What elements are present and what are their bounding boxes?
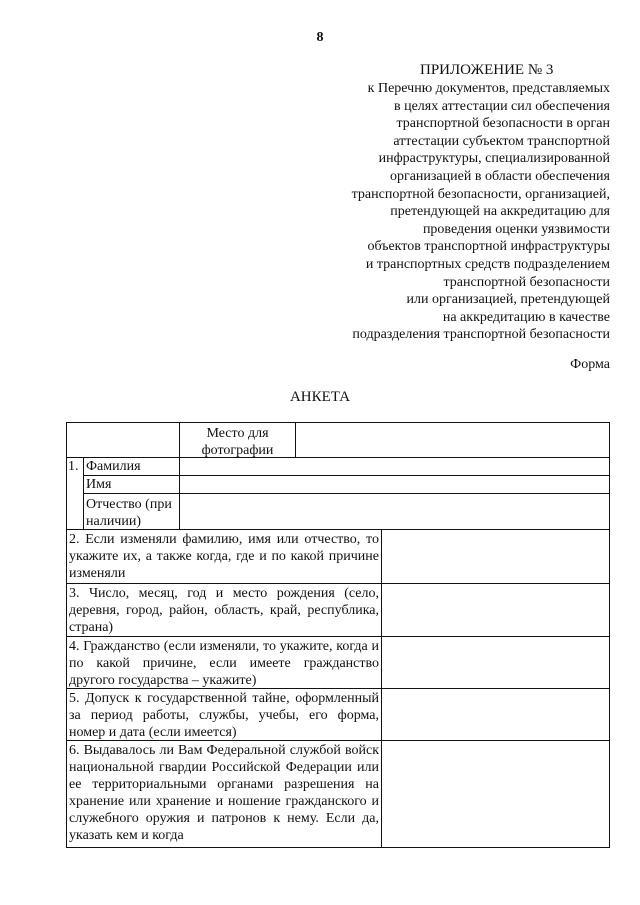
appendix-line: транспортной безопасности xyxy=(443,274,610,290)
question-5-cell xyxy=(66,688,382,741)
appendix-title: ПРИЛОЖЕНИЕ № 3 xyxy=(420,62,554,78)
appendix-line: в целях аттестации сил обеспечения xyxy=(393,98,610,114)
name-field[interactable] xyxy=(179,475,610,494)
question-2-cell xyxy=(66,529,382,584)
answer-5-field[interactable] xyxy=(381,688,610,741)
answer-2-field[interactable] xyxy=(381,529,610,584)
appendix-line: инфраструктуры, специализированной xyxy=(378,151,610,167)
appendix-line: на аккредитацию в качестве xyxy=(442,309,610,325)
blank-cell xyxy=(295,422,610,458)
surname-label-cell xyxy=(83,457,180,476)
answer-4-field[interactable] xyxy=(381,636,610,689)
questionnaire-title: АНКЕТА xyxy=(289,389,351,405)
appendix-line: аттестации субъектом транспортной xyxy=(393,133,610,149)
question-4-label: 4. Гражданство (если изменяли, то укажите, когда и по какой причине, если имеете гражданство другого государства – укажите) xyxy=(69,639,379,688)
appendix-line: организацией в области обеспечения xyxy=(389,168,610,184)
patronymic-label-cell xyxy=(83,493,180,530)
name-label: Имя xyxy=(86,477,112,492)
question-3-cell xyxy=(66,583,382,637)
appendix-line: к Перечню документов, представляемых xyxy=(367,81,610,96)
answer-6-field[interactable] xyxy=(381,740,610,848)
question-3-label: 3. Число, месяц, год и место рождения (село, деревня, город, район, область, край, республика, страна) xyxy=(69,586,379,635)
question-4-cell xyxy=(66,636,382,689)
appendix-line: претендующей на аккредитацию для xyxy=(390,204,610,220)
appendix-line: объектов транспортной инфраструктуры xyxy=(367,239,610,255)
blank-cell xyxy=(66,422,180,458)
photo-cell xyxy=(179,422,296,458)
appendix-line: проведения оценки уязвимости xyxy=(422,221,610,237)
questionnaire-table xyxy=(66,422,610,848)
question-2-label: 2. Если изменяли фамилию, имя или отчество, то укажите их, а также когда, где и по какой причине изменяли xyxy=(69,532,379,581)
appendix-line: или организацией, претендующей xyxy=(406,292,610,308)
appendix-description xyxy=(290,80,610,344)
photo-label: Место для фотографии xyxy=(201,426,274,458)
form-label: Форма xyxy=(570,357,610,372)
name-label-cell xyxy=(83,475,180,494)
appendix-line: и транспортных средств подразделением xyxy=(365,256,610,272)
row-number-cell xyxy=(66,457,84,530)
question-6-cell xyxy=(66,740,382,848)
appendix-line: транспортной безопасности, организацией, xyxy=(351,186,610,202)
surname-field[interactable] xyxy=(179,457,610,476)
appendix-line: подразделения транспортной безопасности xyxy=(352,327,610,343)
answer-3-field[interactable] xyxy=(381,583,610,637)
appendix-line: транспортной безопасности в орган xyxy=(396,116,610,132)
patronymic-field[interactable] xyxy=(179,493,610,530)
question-6-label: 6. Выдавалось ли Вам Федеральной службой войск национальной гвардии Российской Федерации или ее территориальными органами разрешения на хранение или хранение и ношение гражданского и служебного оружия и патронов к нему. Если да, указать кем и когда xyxy=(69,743,379,843)
row-number: 1. xyxy=(68,459,79,474)
page-number: 8 xyxy=(316,30,324,45)
surname-label: Фамилия xyxy=(86,459,141,474)
patronymic-label: Отчество (при наличии) xyxy=(86,497,172,529)
question-5-label: 5. Допуск к государственной тайне, оформленный за период работы, службы, учебы, его форма, номер и дата (если имеется) xyxy=(69,691,379,740)
